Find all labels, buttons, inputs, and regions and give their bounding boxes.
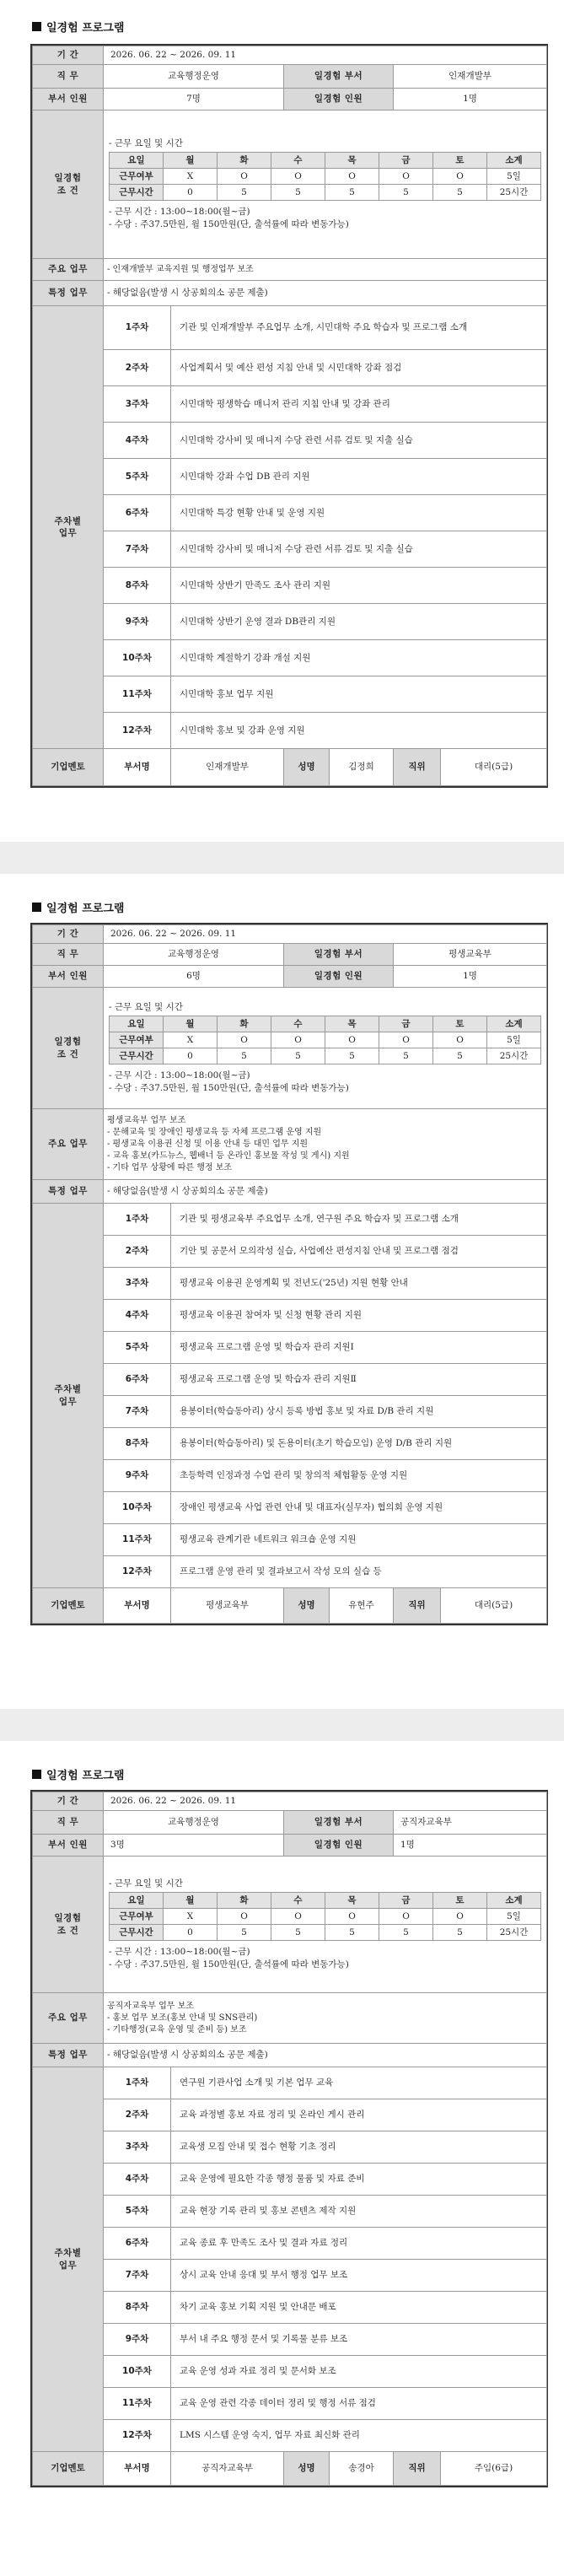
- weekly-label: 주차별 업무: [33, 1204, 104, 1588]
- job-value: 교육행정운영: [104, 1811, 284, 1835]
- conditions-label: 일경험 조 건: [33, 988, 104, 1109]
- week-number: 5주차: [104, 1332, 171, 1364]
- main-duty-line: - 교육 홍보(카드뉴스, 웹배너 등 온라인 홍보물 작성 및 게시) 지원: [107, 1151, 350, 1161]
- main-duty-cell: [104, 1109, 547, 1180]
- special-value: - 해당없음(발생 시 상공회의소 공문 제출): [104, 2044, 547, 2067]
- day-header: 토: [433, 1893, 487, 1909]
- work-cell: O: [325, 1032, 379, 1048]
- mentor-pos-label: 직위: [394, 749, 441, 786]
- hours-cell: 5: [271, 185, 325, 201]
- section-title: [32, 899, 124, 914]
- week-task: 시민대학 상반기 만족도 조사 관리 지원: [171, 568, 547, 604]
- week-number: 1주차: [104, 306, 171, 350]
- main-duty-line: 평생교육부 업무 보조: [107, 1115, 186, 1125]
- job-value: 교육행정운영: [104, 65, 284, 89]
- mentor-pos: 주임(6급): [441, 2452, 547, 2486]
- day-header: 목: [325, 1016, 379, 1032]
- program-table: [32, 46, 547, 786]
- week-task: 교육 운영 성과 자료 정리 및 문서화 보조: [171, 2356, 547, 2388]
- week-task: 기안 및 공문서 모의작성 실습, 사업예산 편성지침 안내 및 프로그램 점검: [171, 1236, 547, 1268]
- hours-cell: 5: [379, 1925, 433, 1941]
- work-cell: O: [433, 1909, 487, 1925]
- week-task: 시민대학 계절학기 강좌 개설 지원: [171, 640, 547, 676]
- hours-total: 25시간: [487, 185, 541, 201]
- week-number: 5주차: [104, 459, 171, 495]
- week-number: 6주차: [104, 495, 171, 531]
- hours-row-label: 근무시간: [110, 185, 164, 201]
- day-header: 소계: [487, 153, 541, 169]
- work-cell: O: [271, 169, 325, 185]
- day-header: 금: [379, 1893, 433, 1909]
- period-value: 2026. 06. 22 ~ 2026. 09. 11: [104, 1792, 547, 1811]
- week-task: 용봉이터(학습동아리) 및 돈용이터(초기 학습모임) 운영 D/B 관리 지원: [171, 1428, 547, 1460]
- period-label: 기 간: [33, 46, 104, 65]
- week-number: 3주차: [104, 1268, 171, 1300]
- week-number: 2주차: [104, 350, 171, 386]
- period-label: 기 간: [33, 1792, 104, 1811]
- main-duty-cell: [104, 1993, 547, 2044]
- period-value: 2026. 06. 22 ~ 2026. 09. 11: [104, 46, 547, 65]
- week-task: 부서 내 주요 행정 문서 및 기록물 분류 보조: [171, 2324, 547, 2356]
- week-task: 용봉이터(학습동아리) 상시 등록 방법 홍보 및 자료 D/B 관리 지원: [171, 1396, 547, 1428]
- week-task: 프로그램 운영 관리 및 결과보고서 작성 모의 실습 등: [171, 1556, 547, 1588]
- mentor-name: 유현주: [330, 1588, 394, 1624]
- square-bullet-icon: [32, 903, 41, 912]
- schedule-note: - 근무 요일 및 시간: [109, 1002, 183, 1013]
- week-number: 11주차: [104, 2388, 171, 2420]
- period-label: 기 간: [33, 925, 104, 944]
- day-header: 화: [218, 1893, 271, 1909]
- day-header: 수: [271, 1016, 325, 1032]
- hours-cell: 5: [271, 1925, 325, 1941]
- week-number: 1주차: [104, 1204, 171, 1236]
- participants-value: 1명: [394, 89, 547, 110]
- day-header: 소계: [487, 1893, 541, 1909]
- work-row-label: 근무여부: [110, 1032, 164, 1048]
- week-task: 평생교육 관계기관 네트워크 워크숍 운영 지원: [171, 1524, 547, 1556]
- section-title-text: 일경험 프로그램: [46, 21, 125, 35]
- program-page-2: [0, 874, 564, 1709]
- main-duty-line: - 평생교육 이용권 신청 및 이용 안내 등 대민 업무 지원: [107, 1139, 309, 1149]
- week-number: 11주차: [104, 1524, 171, 1556]
- work-cell: O: [325, 1909, 379, 1925]
- hours-cell: 5: [379, 1048, 433, 1064]
- week-task: 장애인 평생교육 사업 관련 안내 및 대표자(실무자) 협의회 운영 지원: [171, 1492, 547, 1524]
- main-duty-line: - 문해교육 및 장애인 평생교육 등 자체 프로그램 운영 지원: [107, 1127, 322, 1137]
- mentor-dept: 공직자교육부: [171, 2452, 284, 2486]
- mentor-pos-label: 직위: [394, 1588, 441, 1624]
- week-number: 3주차: [104, 2131, 171, 2164]
- week-number: 3주차: [104, 386, 171, 423]
- job-label: 직 무: [33, 1811, 104, 1835]
- hours-cell: 5: [325, 185, 379, 201]
- week-number: 7주차: [104, 1396, 171, 1428]
- main-duty-line: - 인재개발부 교육지원 및 행정업무 보조: [107, 264, 254, 274]
- week-task: 평생교육 프로그램 운영 및 학습자 관리 지원Ⅱ: [171, 1364, 547, 1396]
- dept-staff-value: 3명: [104, 1835, 284, 1857]
- hours-cell: 5: [433, 1925, 487, 1941]
- section-title: [32, 1766, 124, 1781]
- work-total: 5일: [487, 1032, 541, 1048]
- week-number: 7주차: [104, 2260, 171, 2292]
- hours-cell: 0: [164, 1925, 218, 1941]
- week-task: 초등학력 인정과정 수업 관리 및 창의적 체험활동 운영 지원: [171, 1460, 547, 1492]
- week-task: 차기 교육 홍보 기획 지원 및 안내문 배포: [171, 2292, 547, 2324]
- conditions-label: 일경험 조 건: [33, 1857, 104, 1993]
- job-label: 직 무: [33, 65, 104, 89]
- week-number: 10주차: [104, 640, 171, 676]
- special-label: 특정 업무: [33, 2044, 104, 2067]
- hours-cell: 5: [433, 185, 487, 201]
- hours-cell: 5: [379, 185, 433, 201]
- week-number: 8주차: [104, 1428, 171, 1460]
- week-number: 9주차: [104, 604, 171, 640]
- week-task: 시민대학 평생학습 매니저 관리 지침 안내 및 강좌 관리: [171, 386, 547, 423]
- work-cell: O: [379, 1032, 433, 1048]
- week-number: 11주차: [104, 676, 171, 713]
- week-number: 1주차: [104, 2067, 171, 2099]
- week-number: 8주차: [104, 568, 171, 604]
- week-number: 8주차: [104, 2292, 171, 2324]
- program-table: [32, 924, 547, 1624]
- dept-staff-value: 7명: [104, 89, 284, 110]
- main-duty-line: 공직자교육부 업무 보조: [107, 2001, 194, 2011]
- hours-cell: 5: [218, 1048, 271, 1064]
- participants-value: 1명: [394, 1835, 547, 1857]
- mentor-dept: 인재개발부: [171, 749, 284, 786]
- hours-cell: 5: [218, 185, 271, 201]
- week-number: 4주차: [104, 1300, 171, 1332]
- dept-staff-label: 부서 인원: [33, 966, 104, 988]
- pay-note: - 수당 : 주37.5만원, 월 150만원(단, 출석률에 따라 변동가능): [109, 1083, 349, 1094]
- hours-cell: 5: [433, 1048, 487, 1064]
- week-number: 7주차: [104, 531, 171, 568]
- day-header: 금: [379, 1016, 433, 1032]
- mentor-label: 기업멘토: [33, 1588, 104, 1624]
- program-table-frame: [30, 923, 548, 1625]
- dept-staff-value: 6명: [104, 966, 284, 988]
- work-cell: O: [271, 1909, 325, 1925]
- week-task: 시민대학 홍보 업무 지원: [171, 676, 547, 713]
- participants-value: 1명: [394, 966, 547, 988]
- mentor-dept-label: 부서명: [104, 2452, 171, 2486]
- week-task: 평생교육 이용권 참여자 및 신청 현황 관리 지원: [171, 1300, 547, 1332]
- hours-cell: 5: [325, 1048, 379, 1064]
- day-header: 화: [218, 1016, 271, 1032]
- week-task: 교육 현장 기록 관리 및 홍보 콘텐츠 제작 지원: [171, 2196, 547, 2228]
- special-value: - 해당없음(발생 시 상공회의소 공문 제출): [104, 281, 547, 306]
- weekly-label: 주차별 업무: [33, 2067, 104, 2452]
- hours-total: 25시간: [487, 1925, 541, 1941]
- main-duty-line: - 홍보 업무 보조(홍보 안내 및 SNS관리): [107, 2013, 258, 2023]
- hours-cell: 5: [271, 1048, 325, 1064]
- mentor-name-label: 성명: [284, 2452, 330, 2486]
- mentor-dept-label: 부서명: [104, 749, 171, 786]
- time-note: - 근무 시간 : 13:00~18:00(월~금): [109, 1070, 250, 1081]
- week-task: 사업계획서 및 예산 편성 지침 안내 및 시민대학 강좌 점검: [171, 350, 547, 386]
- week-task: 시민대학 상반기 운영 결과 DB관리 지원: [171, 604, 547, 640]
- day-header: 월: [164, 1016, 218, 1032]
- conditions-cell: [104, 1857, 547, 1993]
- job-value: 교육행정운영: [104, 944, 284, 966]
- work-row-label: 근무여부: [110, 1909, 164, 1925]
- schedule-table: [109, 1892, 541, 1941]
- program-page-1: [0, 0, 564, 842]
- dept-value: 공직자교육부: [394, 1811, 547, 1835]
- day-header: 요일: [110, 1016, 164, 1032]
- mentor-pos: 대리(5급): [441, 749, 547, 786]
- week-task: 교육 운영에 필요한 각종 행정 물품 및 자료 준비: [171, 2164, 547, 2196]
- day-header: 목: [325, 153, 379, 169]
- main-duty-cell: [104, 259, 547, 281]
- job-label: 직 무: [33, 944, 104, 966]
- work-cell: O: [218, 169, 271, 185]
- square-bullet-icon: [32, 1770, 41, 1779]
- mentor-pos-label: 직위: [394, 2452, 441, 2486]
- main-duty-label: 주요 업무: [33, 259, 104, 281]
- hours-cell: 0: [164, 185, 218, 201]
- pay-note: - 수당 : 주37.5만원, 월 150만원(단, 출석률에 따라 변동가능): [109, 1959, 349, 1970]
- week-task: 교육 종료 후 만족도 조사 및 결과 자료 정리: [171, 2228, 547, 2260]
- mentor-dept-label: 부서명: [104, 1588, 171, 1624]
- day-header: 수: [271, 153, 325, 169]
- day-header: 수: [271, 1893, 325, 1909]
- work-total: 5일: [487, 1909, 541, 1925]
- week-number: 12주차: [104, 713, 171, 749]
- work-cell: X: [164, 1909, 218, 1925]
- week-task: 상시 교육 안내 응대 및 부서 행정 업무 보조: [171, 2260, 547, 2292]
- schedule-table: [109, 152, 541, 201]
- week-task: 교육 운영 관련 각종 데이터 정리 및 행정 서류 점검: [171, 2388, 547, 2420]
- program-page-3: [0, 1741, 564, 2576]
- dept-staff-label: 부서 인원: [33, 89, 104, 110]
- dept-label: 일경험 부서: [284, 65, 394, 89]
- day-header: 금: [379, 153, 433, 169]
- mentor-name-label: 성명: [284, 749, 330, 786]
- section-title-text: 일경험 프로그램: [46, 1769, 125, 1782]
- time-note: - 근무 시간 : 13:00~18:00(월~금): [109, 207, 250, 218]
- work-cell: O: [433, 1032, 487, 1048]
- work-row-label: 근무여부: [110, 169, 164, 185]
- work-cell: O: [271, 1032, 325, 1048]
- mentor-pos: 대리(5급): [441, 1588, 547, 1624]
- day-header: 화: [218, 153, 271, 169]
- day-header: 토: [433, 1016, 487, 1032]
- week-task: 시민대학 홍보 및 강좌 운영 지원: [171, 713, 547, 749]
- mentor-name-label: 성명: [284, 1588, 330, 1624]
- section-title: [32, 19, 124, 34]
- dept-label: 일경험 부서: [284, 1811, 394, 1835]
- schedule-note: - 근무 요일 및 시간: [109, 138, 183, 149]
- week-task: 평생교육 프로그램 운영 및 학습자 관리 지원Ⅰ: [171, 1332, 547, 1364]
- main-duty-line: - 기타행정(교육 운영 및 준비 등) 보조: [107, 2024, 247, 2034]
- week-number: 12주차: [104, 1556, 171, 1588]
- main-duty-line: - 기타 업무 상황에 따른 행정 보조: [107, 1162, 233, 1172]
- program-table-frame: [30, 1790, 548, 2487]
- hours-total: 25시간: [487, 1048, 541, 1064]
- time-note: - 근무 시간 : 13:00~18:00(월~금): [109, 1947, 250, 1958]
- week-number: 9주차: [104, 2324, 171, 2356]
- week-task: LMS 시스템 운영 숙지, 업무 자료 최신화 관리: [171, 2420, 547, 2452]
- week-number: 5주차: [104, 2196, 171, 2228]
- week-task: 시민대학 강좌 수업 DB 관리 지원: [171, 459, 547, 495]
- weekly-label: 주차별 업무: [33, 306, 104, 749]
- day-header: 목: [325, 1893, 379, 1909]
- special-label: 특정 업무: [33, 1180, 104, 1204]
- participants-label: 일경험 인원: [284, 89, 394, 110]
- week-number: 10주차: [104, 1492, 171, 1524]
- pay-note: - 수당 : 주37.5만원, 월 150만원(단, 출석률에 따라 변동가능): [109, 219, 349, 230]
- page-separator: [0, 1709, 564, 1741]
- work-total: 5일: [487, 169, 541, 185]
- main-duty-label: 주요 업무: [33, 1109, 104, 1180]
- dept-staff-label: 부서 인원: [33, 1835, 104, 1857]
- day-header: 월: [164, 1893, 218, 1909]
- hours-row-label: 근무시간: [110, 1925, 164, 1941]
- day-header: 요일: [110, 153, 164, 169]
- mentor-name: 김정희: [330, 749, 394, 786]
- week-number: 2주차: [104, 2099, 171, 2131]
- week-number: 6주차: [104, 2228, 171, 2260]
- hours-cell: 5: [325, 1925, 379, 1941]
- week-task: 교육 과정별 홍보 자료 정리 및 온라인 게시 관리: [171, 2099, 547, 2131]
- week-task: 평생교육 이용권 운영계획 및 전년도('25년) 지원 현황 안내: [171, 1268, 547, 1300]
- conditions-cell: [104, 988, 547, 1109]
- special-label: 특정 업무: [33, 281, 104, 306]
- week-task: 기관 및 평생교육부 주요업무 소개, 연구원 주요 학습자 및 프로그램 소개: [171, 1204, 547, 1236]
- hours-row-label: 근무시간: [110, 1048, 164, 1064]
- day-header: 토: [433, 153, 487, 169]
- mentor-dept: 평생교육부: [171, 1588, 284, 1624]
- page-separator: [0, 842, 564, 874]
- program-table: [32, 1792, 547, 2486]
- mentor-label: 기업멘토: [33, 2452, 104, 2486]
- week-task: 연구원 기관사업 소개 및 기본 업무 교육: [171, 2067, 547, 2099]
- hours-cell: 0: [164, 1048, 218, 1064]
- day-header: 월: [164, 153, 218, 169]
- week-task: 교육생 모집 안내 및 접수 현황 기초 정리: [171, 2131, 547, 2164]
- week-task: 기관 및 인재개발부 주요업무 소개, 시민대학 주요 학습자 및 프로그램 소개: [171, 306, 547, 350]
- mentor-name: 송경아: [330, 2452, 394, 2486]
- schedule-note: - 근무 요일 및 시간: [109, 1878, 183, 1889]
- conditions-label: 일경험 조 건: [33, 110, 104, 259]
- main-duty-label: 주요 업무: [33, 1993, 104, 2044]
- day-header: 요일: [110, 1893, 164, 1909]
- mentor-label: 기업멘토: [33, 749, 104, 786]
- week-number: 4주차: [104, 2164, 171, 2196]
- week-number: 4주차: [104, 423, 171, 459]
- work-cell: O: [379, 1909, 433, 1925]
- week-task: 시민대학 강사비 및 매니저 수당 관련 서류 검토 및 지출 실습: [171, 423, 547, 459]
- participants-label: 일경험 인원: [284, 966, 394, 988]
- hours-cell: 5: [218, 1925, 271, 1941]
- work-cell: O: [433, 169, 487, 185]
- week-number: 2주차: [104, 1236, 171, 1268]
- work-cell: O: [218, 1032, 271, 1048]
- section-title-text: 일경험 프로그램: [46, 902, 125, 915]
- week-number: 12주차: [104, 2420, 171, 2452]
- work-cell: O: [379, 169, 433, 185]
- week-number: 9주차: [104, 1460, 171, 1492]
- square-bullet-icon: [32, 22, 41, 31]
- week-number: 6주차: [104, 1364, 171, 1396]
- day-header: 소계: [487, 1016, 541, 1032]
- week-task: 시민대학 강사비 및 매니저 수당 관련 서류 검토 및 지출 실습: [171, 531, 547, 568]
- work-cell: O: [218, 1909, 271, 1925]
- work-cell: X: [164, 169, 218, 185]
- week-task: 시민대학 특강 현황 안내 및 운영 지원: [171, 495, 547, 531]
- dept-value: 인재개발부: [394, 65, 547, 89]
- work-cell: O: [325, 169, 379, 185]
- work-cell: X: [164, 1032, 218, 1048]
- dept-value: 평생교육부: [394, 944, 547, 966]
- conditions-cell: [104, 110, 547, 259]
- schedule-table: [109, 1016, 541, 1064]
- week-number: 10주차: [104, 2356, 171, 2388]
- participants-label: 일경험 인원: [284, 1835, 394, 1857]
- special-value: - 해당없음(발생 시 상공회의소 공문 제출): [104, 1180, 547, 1204]
- period-value: 2026. 06. 22 ~ 2026. 09. 11: [104, 925, 547, 944]
- dept-label: 일경험 부서: [284, 944, 394, 966]
- program-table-frame: [30, 44, 548, 788]
